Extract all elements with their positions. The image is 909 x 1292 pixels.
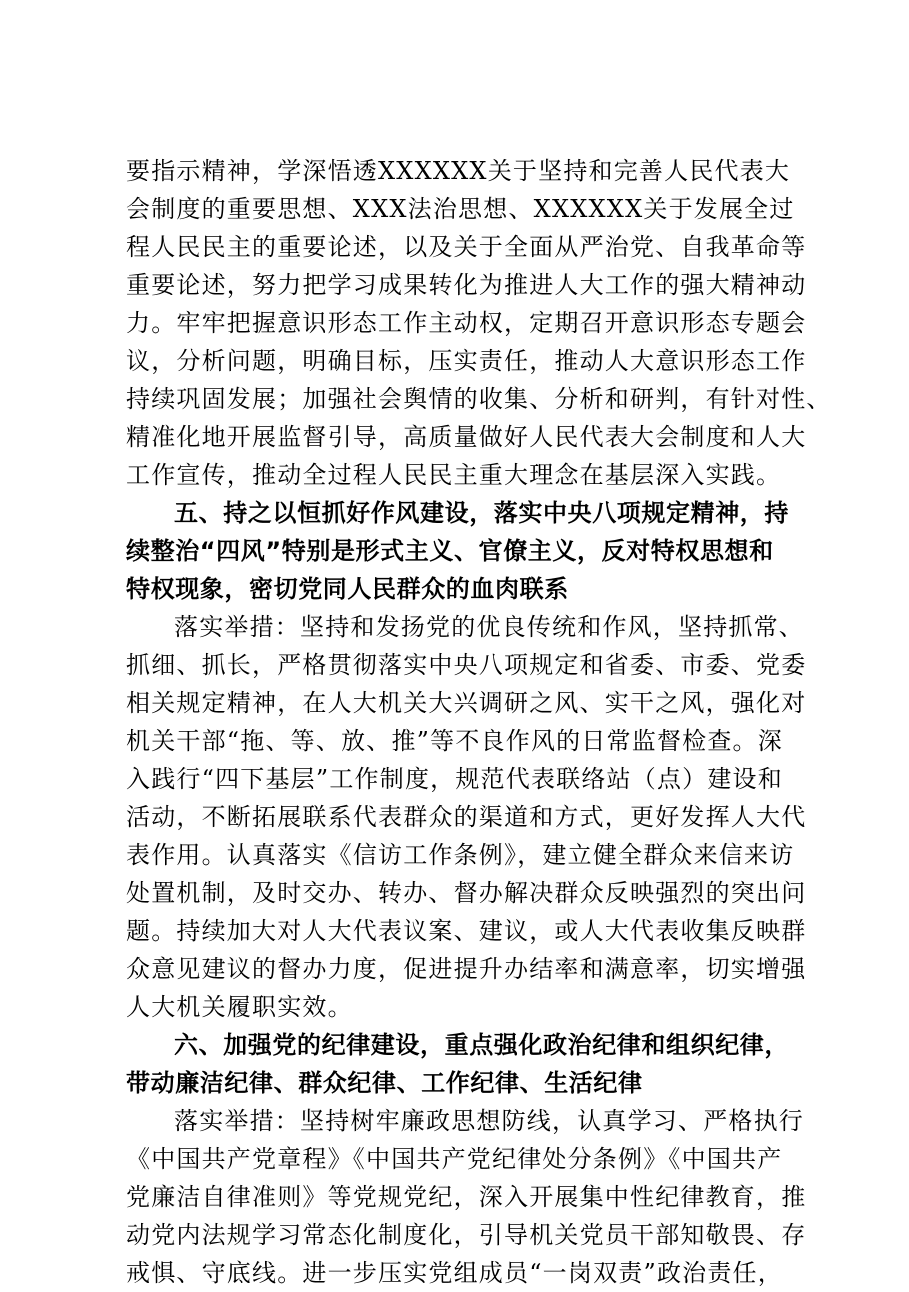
body-line: 处置机制，及时交办、转办、督办解决群众反映强烈的突出问 <box>126 879 807 907</box>
section-heading-5: 特权现象，密切党同人民群众的血肉联系 <box>126 575 569 603</box>
body-line: 《中国共产党章程》《中国共产党纪律处分条例》《中国共产 <box>126 1145 783 1173</box>
body-line: 党廉洁自律准则》等党规党纪，深入开展集中性纪律教育，推 <box>126 1183 807 1211</box>
body-line: 会制度的重要思想、XXX法治思想、XXXXXX关于发展全过 <box>126 195 795 223</box>
body-line: 落实举措：坚持和发扬党的优良传统和作风，坚持抓常、 <box>174 613 804 641</box>
section-heading-6: 带动廉洁纪律、群众纪律、工作纪律、生活纪律 <box>126 1069 643 1097</box>
body-line: 机关干部“拖、等、放、推”等不良作风的日常监督检查。深 <box>126 727 783 755</box>
body-line: 活动，不断拓展联系代表群众的渠道和方式，更好发挥人大代 <box>126 803 807 831</box>
body-line: 动党内法规学习常态化制度化，引导机关党员干部知敬畏、存 <box>126 1221 807 1249</box>
section-heading-6: 六、加强党的纪律建设，重点强化政治纪律和组织纪律， <box>174 1031 789 1059</box>
body-line: 议，分析问题，明确目标，压实责任，推动人大意识形态工作 <box>126 347 807 375</box>
body-line: 众意见建议的督办力度，促进提升办结率和满意率，切实增强 <box>126 955 807 983</box>
body-line: 落实举措：坚持树牢廉政思想防线，认真学习、严格执行 <box>174 1107 804 1135</box>
body-line: 要指示精神，学深悟透XXXXXX关于坚持和完善人民代表大 <box>126 157 791 185</box>
body-line: 相关规定精神，在人大机关大兴调研之风、实干之风，强化对 <box>126 689 807 717</box>
section-heading-5: 续整治“四风”特别是形式主义、官僚主义，反对特权思想和 <box>126 537 774 565</box>
body-line: 戒惧、守底线。进一步压实党组成员“一岗双责”政治责任， <box>126 1259 783 1287</box>
body-line: 工作宣传，推动全过程人民民主重大理念在基层深入实践。 <box>126 461 782 489</box>
body-line: 表作用。认真落实《信访工作条例》，建立健全群众来信来访 <box>126 841 795 869</box>
body-line: 精准化地开展监督引导，高质量做好人民代表大会制度和人大 <box>126 423 807 451</box>
body-line: 抓细、抓长，严格贯彻落实中央八项规定和省委、市委、党委 <box>126 651 807 679</box>
body-line: 题。持续加大对人大代表议案、建议，或人大代表收集反映群 <box>126 917 807 945</box>
body-line: 持续巩固发展；加强社会舆情的收集、分析和研判，有针对性、 <box>126 385 832 413</box>
body-line: 力。牢牢把握意识形态工作主动权，定期召开意识形态专题会 <box>126 309 807 337</box>
body-line: 程人民民主的重要论述，以及关于全面从严治党、自我革命等 <box>126 233 807 261</box>
body-line: 人大机关履职实效。 <box>126 993 353 1021</box>
section-heading-5: 五、持之以恒抓好作风建设，落实中央八项规定精神，持 <box>174 499 789 527</box>
body-line: 重要论述，努力把学习成果转化为推进人大工作的强大精神动 <box>126 271 807 299</box>
body-line: 入践行“四下基层”工作制度，规范代表联络站（点）建设和 <box>126 765 783 793</box>
